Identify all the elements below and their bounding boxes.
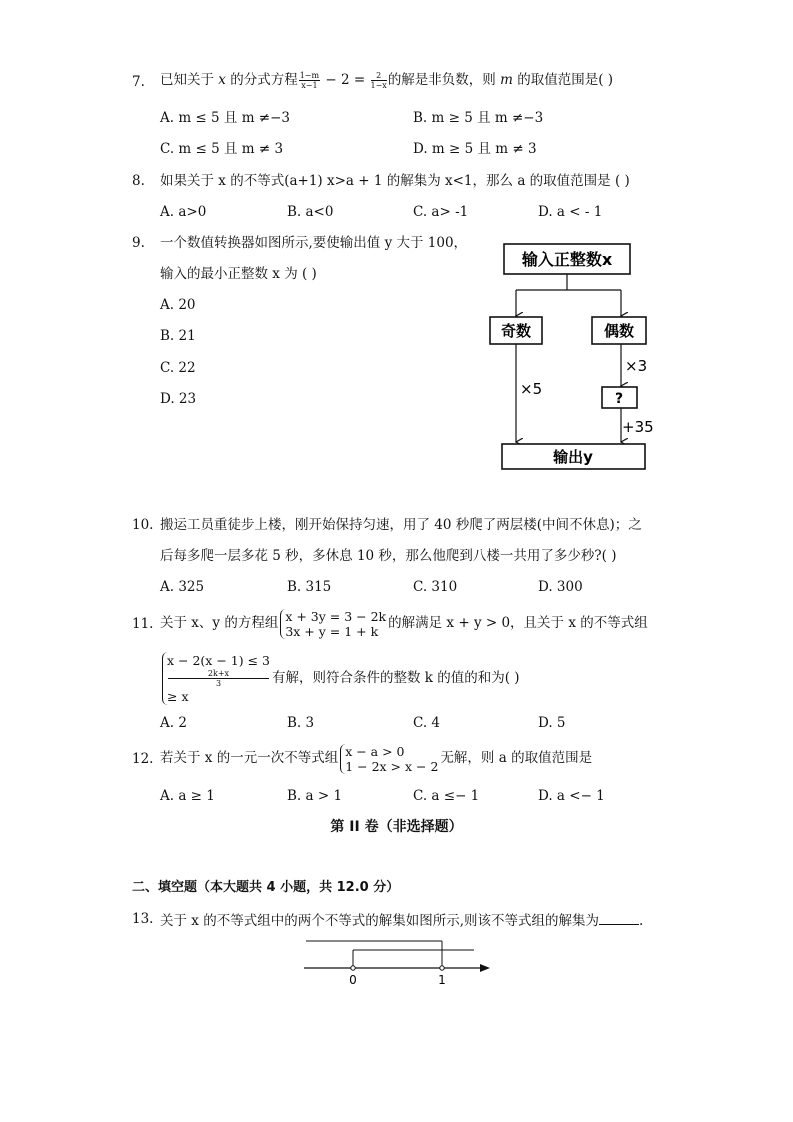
q11-option-d: D. 5 <box>538 715 566 731</box>
q13-stem: 关于 x 的不等式组中的两个不等式的解集如图所示,则该不等式组的解集为 . <box>160 910 643 930</box>
q9-stem-line1: 一个数值转换器如图所示,要使输出值 y 大于 100， <box>160 235 468 251</box>
q12-option-c: C. a ≤− 1 <box>413 788 480 804</box>
q12-option-b: B. a > 1 <box>287 788 343 804</box>
flow-times3-label: ×3 <box>625 357 648 375</box>
q10-stem-line1: 搬运工员重徒步上楼，刚开始保持匀速，用了 40 秒爬了两层楼(中间不休息)；之 <box>160 517 642 533</box>
q9-option-c: C. 22 <box>160 360 196 376</box>
axis-label-0: 0 <box>349 973 357 987</box>
q10-stem-line2: 后每多爬一层多花 5 秒，多休息 10 秒，那么他爬到八楼一共用了多少秒?( ) <box>160 548 617 564</box>
q12-option-a: A. a ≥ 1 <box>160 788 215 804</box>
q9-option-b: B. 21 <box>160 328 196 344</box>
q9-stem-line2: 输入的最小正整数 x 为 ( ) <box>160 266 317 282</box>
q8-option-c: C. a> -1 <box>413 204 469 220</box>
q10-option-a: A. 325 <box>160 579 205 595</box>
flow-input-label: 输入正整数x <box>521 250 613 269</box>
q7-fraction-right: $\frac{2}{1-x}$ <box>370 71 387 90</box>
q7-option-b: B. m ≥ 5 且 m ≠−3 <box>413 110 544 126</box>
q8-option-b: B. a<0 <box>287 204 334 220</box>
part2-title: 第 II 卷（非选择题） <box>330 819 463 835</box>
q9-option-d: D. 23 <box>160 391 197 407</box>
q11-option-b: B. 3 <box>287 715 315 731</box>
section2-heading: 二、填空题（本大题共 4 小题，共 12.0 分） <box>132 880 400 895</box>
q11-inequality-system: x − 2(x − 1) ≤ 3 2k+x 3 ≥ x <box>162 652 270 705</box>
flow-odd-label: 奇数 <box>500 322 532 340</box>
q10-option-c: C. 310 <box>413 579 458 595</box>
q7-stem: 已知关于 x 的分式方程 $\frac{1-m}{x-1}$ − 2 = $\frac{2}{1-x}$ 的解是非负数，则 m 的取值范围是( ) <box>160 71 614 90</box>
q10-number: 10. <box>132 517 154 533</box>
q8-number: 8. <box>132 173 145 189</box>
q7-option-d: D. m ≥ 5 且 m ≠ 3 <box>413 141 537 157</box>
q10-option-b: B. 315 <box>287 579 332 595</box>
q7-number: 7. <box>132 74 145 90</box>
q8-stem: 如果关于 x 的不等式(a+1) x>a + 1 的解集为 x<1，那么 a 的取值范围是 ( ) <box>160 173 630 189</box>
q13-answer-blank[interactable] <box>599 910 639 925</box>
flow-unknown-label: ? <box>614 391 624 407</box>
q8-option-a: A. a>0 <box>160 204 207 220</box>
q11-number: 11. <box>132 616 154 632</box>
q12-inequality-system: x − a > 0 1 − 2x > x − 2 <box>340 744 438 774</box>
flow-even-label: 偶数 <box>603 322 635 340</box>
flow-plus35-label: +35 <box>622 418 654 436</box>
q12-stem: 若关于 x 的一元一次不等式组 x − a > 0 1 − 2x > x − 2 无解，则 a 的取值范围是 <box>160 743 593 774</box>
q8-option-d: D. a < - 1 <box>538 204 603 220</box>
q10-option-d: D. 300 <box>538 579 583 595</box>
axis-label-1: 1 <box>438 973 446 987</box>
q11-stem-line2: x − 2(x − 1) ≤ 3 2k+x 3 ≥ x 有解，则符合条件的整数 k 的值的和为( ) <box>160 652 520 705</box>
q11-stem-line1: 关于 x、y 的方程组 x + 3y = 3 − 2k 3x + y = 1 + k 的解满足 x + y > 0，且关于 x 的不等式组 <box>160 608 648 639</box>
q13-number-line <box>300 935 500 990</box>
q9-option-a: A. 20 <box>160 297 196 313</box>
q12-number: 12. <box>132 751 154 767</box>
q11-option-a: A. 2 <box>160 715 187 731</box>
q11-fraction: 2k+x 3 <box>168 669 269 688</box>
q13-number: 13. <box>132 911 154 927</box>
flow-output-label: 输出y <box>553 448 593 466</box>
q11-option-c: C. 4 <box>413 715 441 731</box>
axis-arrow <box>480 964 490 972</box>
q12-option-d: D. a <− 1 <box>538 788 605 804</box>
q7-option-c: C. m ≤ 5 且 m ≠ 3 <box>160 141 284 157</box>
q7-option-a: A. m ≤ 5 且 m ≠−3 <box>160 110 291 126</box>
q11-equation-system: x + 3y = 3 − 2k 3x + y = 1 + k <box>280 609 386 639</box>
flow-times5-label: ×5 <box>520 380 543 398</box>
q9-flowchart <box>480 232 660 477</box>
q9-number: 9. <box>132 235 145 251</box>
q7-fraction-left: $\frac{1-m}{x-1}$ <box>299 71 320 90</box>
